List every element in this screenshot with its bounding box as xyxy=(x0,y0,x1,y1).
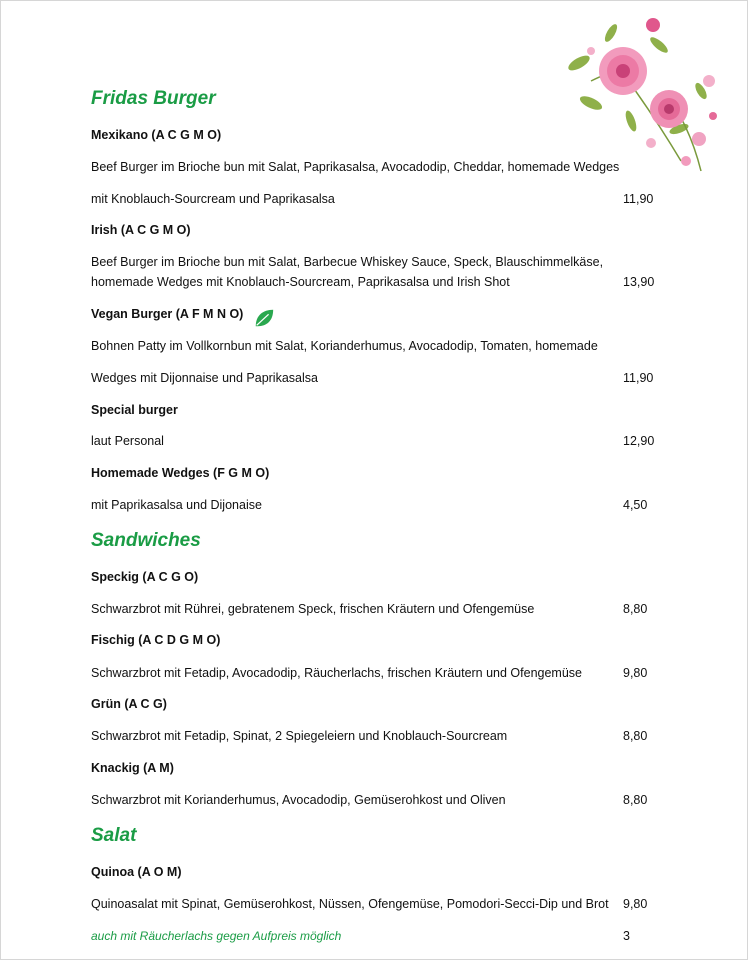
item-description: homemade Wedges mit Knoblauch-Sourcream, Paprikasalsa und Irish Shot xyxy=(91,275,510,289)
section-title-burger: Fridas Burger xyxy=(91,88,216,109)
item-description: Quinoasalat mit Spinat, Gemüserohkost, Nüssen, Ofengemüse, Pomodori-Secci-Dip und Brot xyxy=(91,897,609,911)
item-description: Bohnen Patty im Vollkornbun mit Salat, Korianderhumus, Avocadodip, Tomaten, homemade xyxy=(91,339,598,353)
item-price: 9,80 xyxy=(623,666,648,680)
item-description: Schwarzbrot mit Fetadip, Spinat, 2 Spiegeleiern und Knoblauch-Sourcream xyxy=(91,729,508,743)
item-price: 11,90 xyxy=(623,371,654,385)
item-name: Special burger xyxy=(91,403,178,417)
item-description: mit Knoblauch-Sourcream und Paprikasalsa xyxy=(91,192,335,206)
item-price: 4,50 xyxy=(623,498,648,512)
item-description: Schwarzbrot mit Rührei, gebratenem Speck, frischen Kräutern und Ofengemüse xyxy=(91,602,535,616)
item-price: 11,90 xyxy=(623,192,654,206)
item-name: Speckig (A C G O) xyxy=(91,570,199,584)
item-name: Knackig (A M) xyxy=(91,761,174,775)
item-description: mit Paprikasalsa und Dijonaise xyxy=(91,498,262,512)
item-price: 12,90 xyxy=(623,434,655,448)
item-price: 8,80 xyxy=(623,793,648,807)
item-price: 13,90 xyxy=(623,275,655,289)
salat-note: auch mit Räucherlachs gegen Aufpreis möglich xyxy=(91,929,342,943)
item-description: Schwarzbrot mit Fetadip, Avocadodip, Räucherlachs, frischen Kräutern und Ofengemüse xyxy=(91,666,583,680)
section-title-salat: Salat xyxy=(91,825,137,846)
item-name: Vegan Burger (A F M N O) xyxy=(91,307,244,321)
item-name: Homemade Wedges (F G M O) xyxy=(91,466,270,480)
item-name: Irish (A C G M O) xyxy=(91,223,191,237)
item-name: Grün (A C G) xyxy=(91,697,167,711)
item-description: laut Personal xyxy=(91,434,164,448)
item-description: Beef Burger im Brioche bun mit Salat, Paprikasalsa, Avocadodip, Cheddar, homemade Wedges xyxy=(91,160,620,174)
item-description: Beef Burger im Brioche bun mit Salat, Barbecue Whiskey Sauce, Speck, Blauschimmelkäse, xyxy=(91,255,604,269)
item-description: Schwarzbrot mit Korianderhumus, Avocadodip, Gemüserohkost und Oliven xyxy=(91,793,506,807)
item-name: Quinoa (A O M) xyxy=(91,865,182,879)
page-number: 3 xyxy=(623,929,630,943)
vegan-leaf-icon xyxy=(253,307,275,329)
item-price: 9,80 xyxy=(623,897,648,911)
item-description: Wedges mit Dijonnaise und Paprikasalsa xyxy=(91,371,318,385)
item-price: 8,80 xyxy=(623,602,648,616)
item-name: Fischig (A C D G M O) xyxy=(91,633,221,647)
item-price: 8,80 xyxy=(623,729,648,743)
item-name: Mexikano (A C G M O) xyxy=(91,128,222,142)
section-title-sandwiches: Sandwiches xyxy=(91,530,201,551)
